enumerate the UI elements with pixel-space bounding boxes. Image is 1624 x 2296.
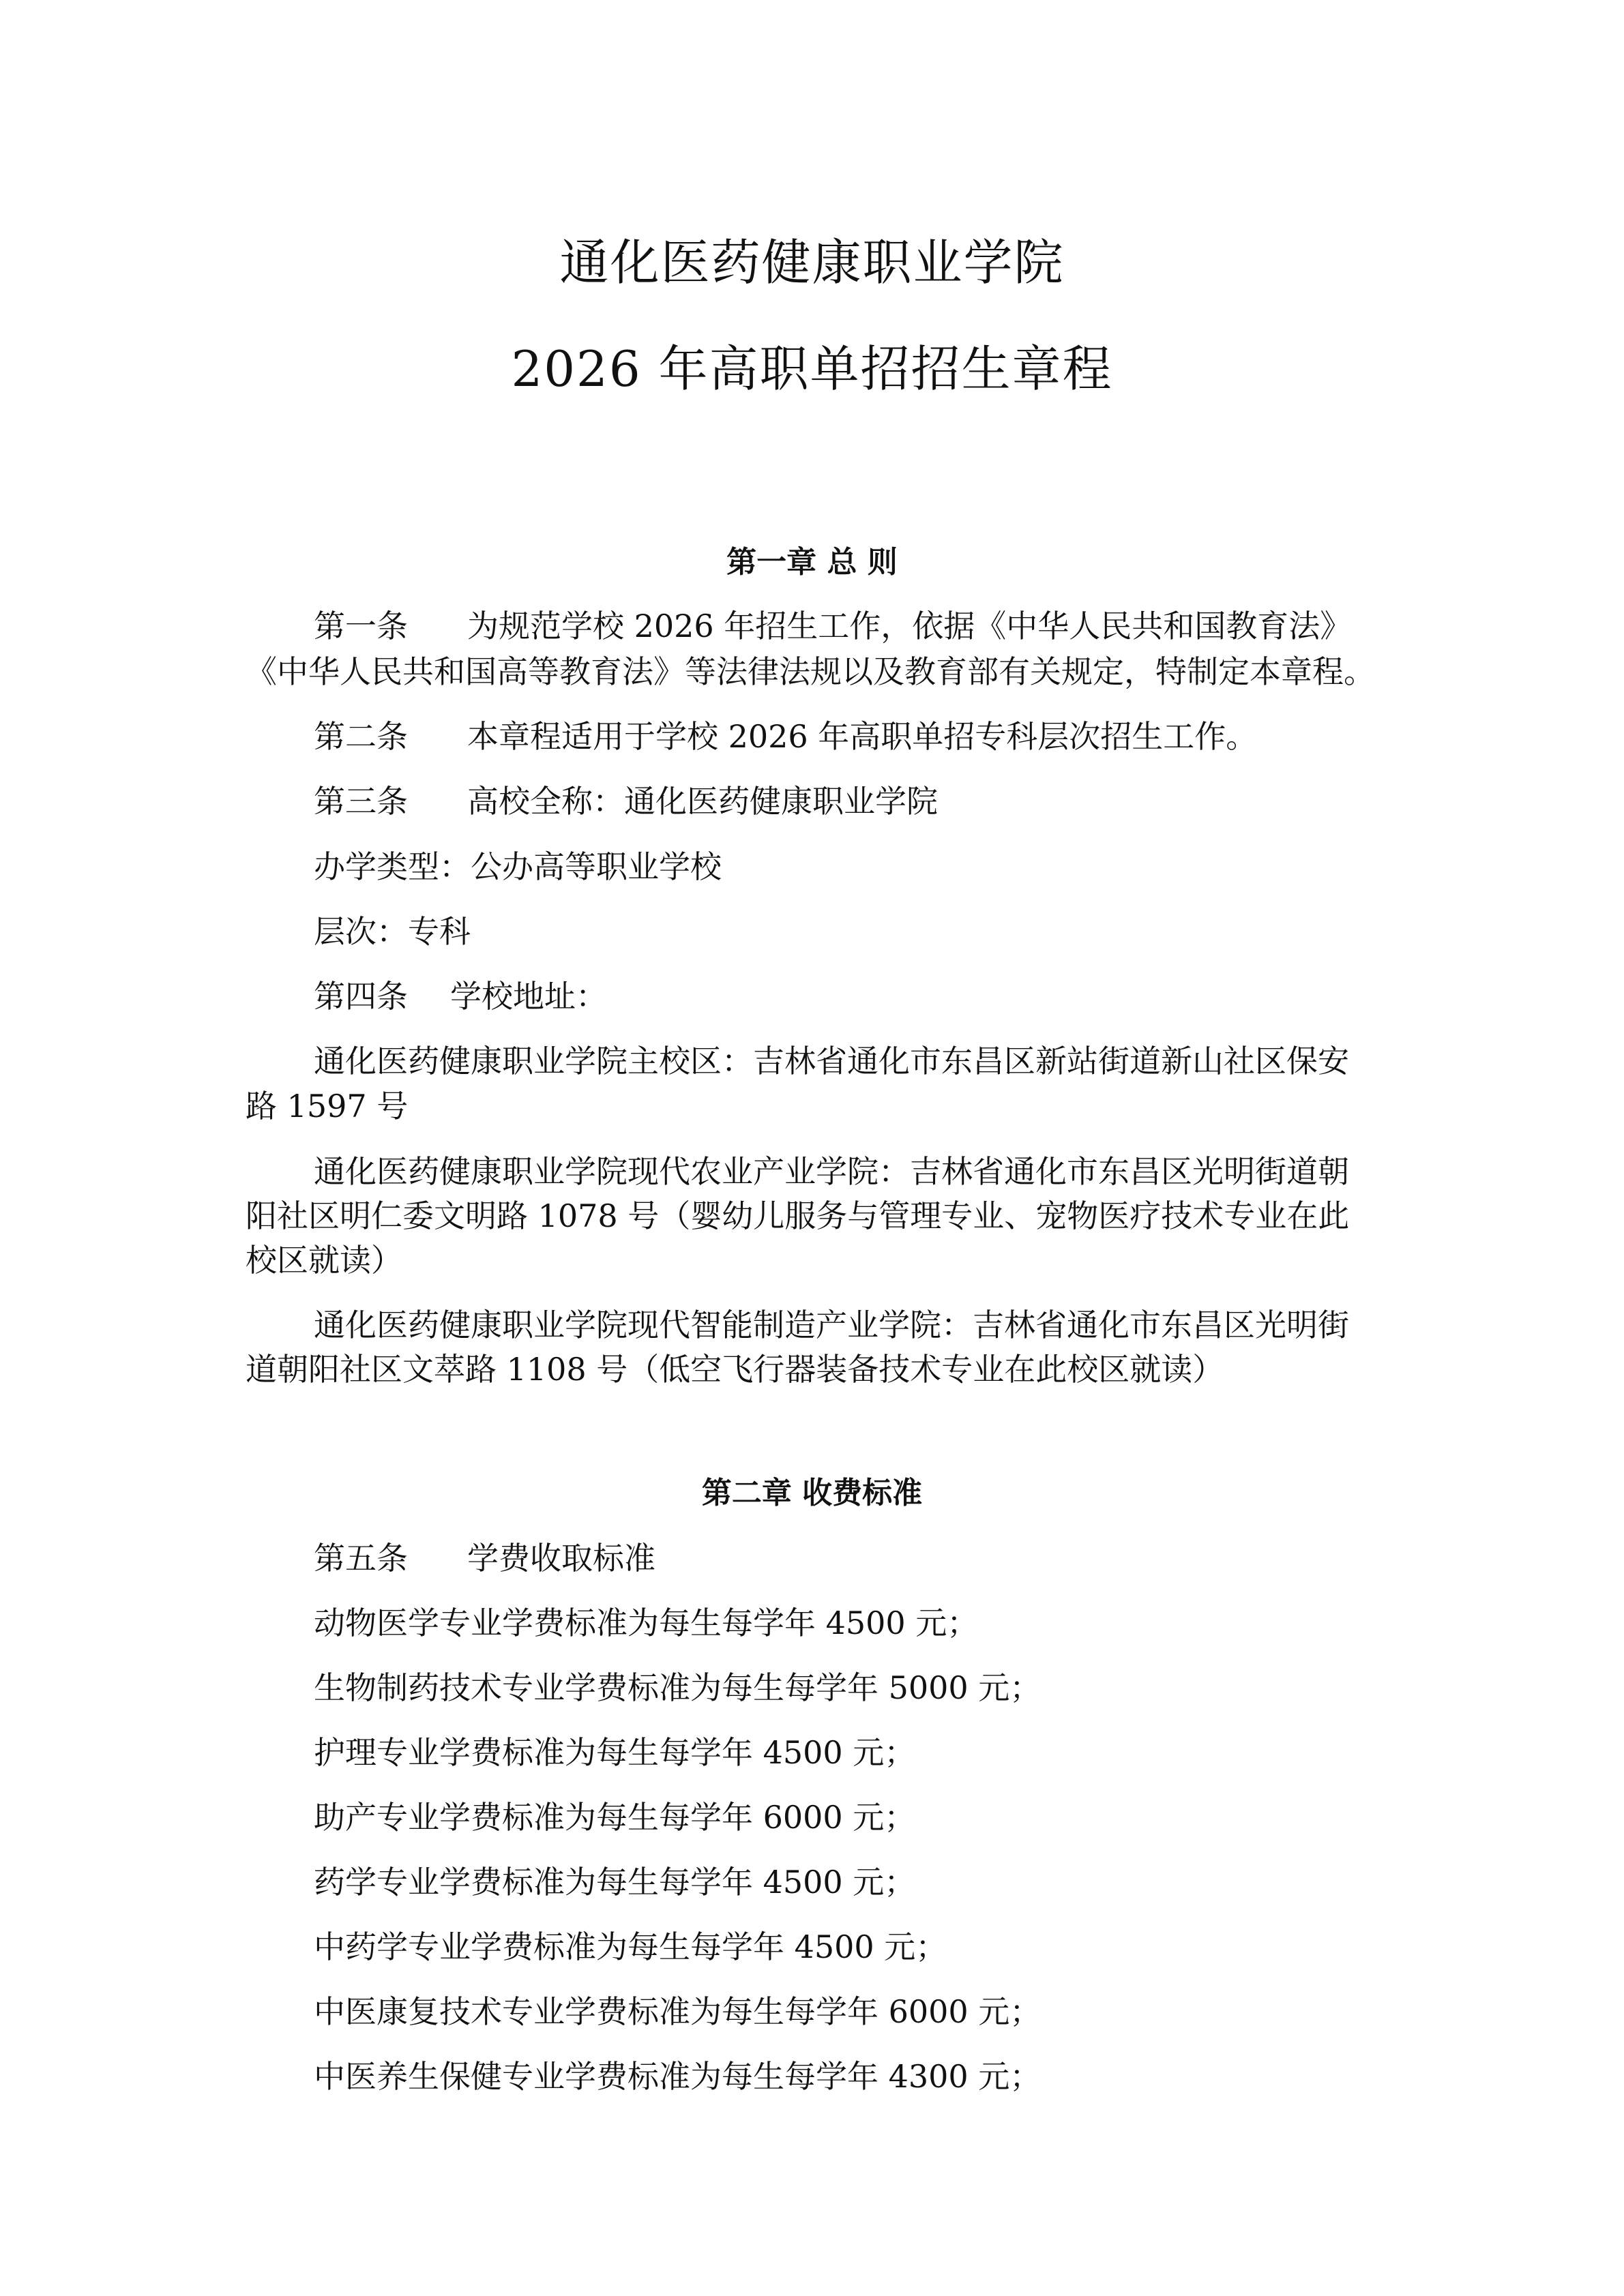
address2-line1: 通化医药健康职业学院现代农业产业学院：吉林省通化市东昌区光明街道朝 (314, 1153, 1349, 1190)
school-level: 层次：专科 (314, 913, 471, 950)
fee-item: 中医康复技术专业学费标准为每生每学年 6000 元； (314, 1993, 1042, 2030)
chapter2-heading: 第二章 收费标准 (701, 1476, 923, 1510)
fee-item: 中医养生保健专业学费标准为每生每学年 4300 元； (314, 2058, 1042, 2095)
fee-item: 生物制药技术专业学费标准为每生每学年 5000 元； (314, 1669, 1042, 1706)
fee-item: 药学专业学费标准为每生每学年 4500 元； (314, 1864, 916, 1900)
article3-number: 第三条 (314, 783, 408, 820)
address3-line1: 通化医药健康职业学院现代智能制造产业学院：吉林省通化市东昌区光明街 (314, 1307, 1349, 1343)
article1-text: 为规范学校 2026 年招生工作，依据《中华人民共和国教育法》 (467, 608, 1352, 644)
address2-line3: 校区就读） (246, 1242, 402, 1279)
document-title-line1: 通化医药健康职业学院 (559, 234, 1065, 291)
article5-number: 第五条 (314, 1540, 408, 1577)
article4-text: 学校地址： (450, 978, 607, 1015)
article1-number: 第一条 (314, 608, 408, 644)
article5-text: 学费收取标准 (467, 1540, 655, 1577)
document-title-line2: 2026 年高职单招招生章程 (511, 340, 1113, 398)
chapter1-heading: 第一章 总 则 (726, 545, 898, 580)
article3 (314, 781, 1385, 822)
school-type: 办学类型：公办高等职业学校 (314, 848, 722, 885)
article4 (314, 976, 1385, 1017)
address2-line2: 阳社区明仁委文明路 1078 号（婴幼儿服务与管理专业、宠物医疗技术专业在此 (246, 1197, 1350, 1234)
article4-number: 第四条 (314, 978, 408, 1015)
article2-number: 第二条 (314, 718, 408, 755)
article2 (314, 716, 1385, 757)
fee-item: 中药学专业学费标准为每生每学年 4500 元； (314, 1928, 947, 1965)
article5 (314, 1538, 1385, 1579)
address3-line2: 道朝阳社区文萃路 1108 号（低空飞行器装备技术专业在此校区就读） (246, 1351, 1224, 1388)
address1-line2: 路 1597 号 (246, 1088, 409, 1124)
fee-item: 助产专业学费标准为每生每学年 6000 元； (314, 1799, 916, 1836)
fee-item: 动物医学专业学费标准为每生每学年 4500 元； (314, 1605, 979, 1641)
article1-line2: 《中华人民共和国高等教育法》等法律法规以及教育部有关规定，特制定本章程。 (246, 653, 1375, 690)
article3-text: 高校全称：通化医药健康职业学院 (467, 783, 938, 820)
article2-text: 本章程适用于学校 2026 年高职单招专科层次招生工作。 (467, 718, 1258, 755)
address1-line1: 通化医药健康职业学院主校区：吉林省通化市东昌区新站街道新山社区保安 (314, 1043, 1349, 1079)
fee-item: 护理专业学费标准为每生每学年 4500 元； (314, 1734, 916, 1771)
article1-line1 (314, 606, 1385, 646)
